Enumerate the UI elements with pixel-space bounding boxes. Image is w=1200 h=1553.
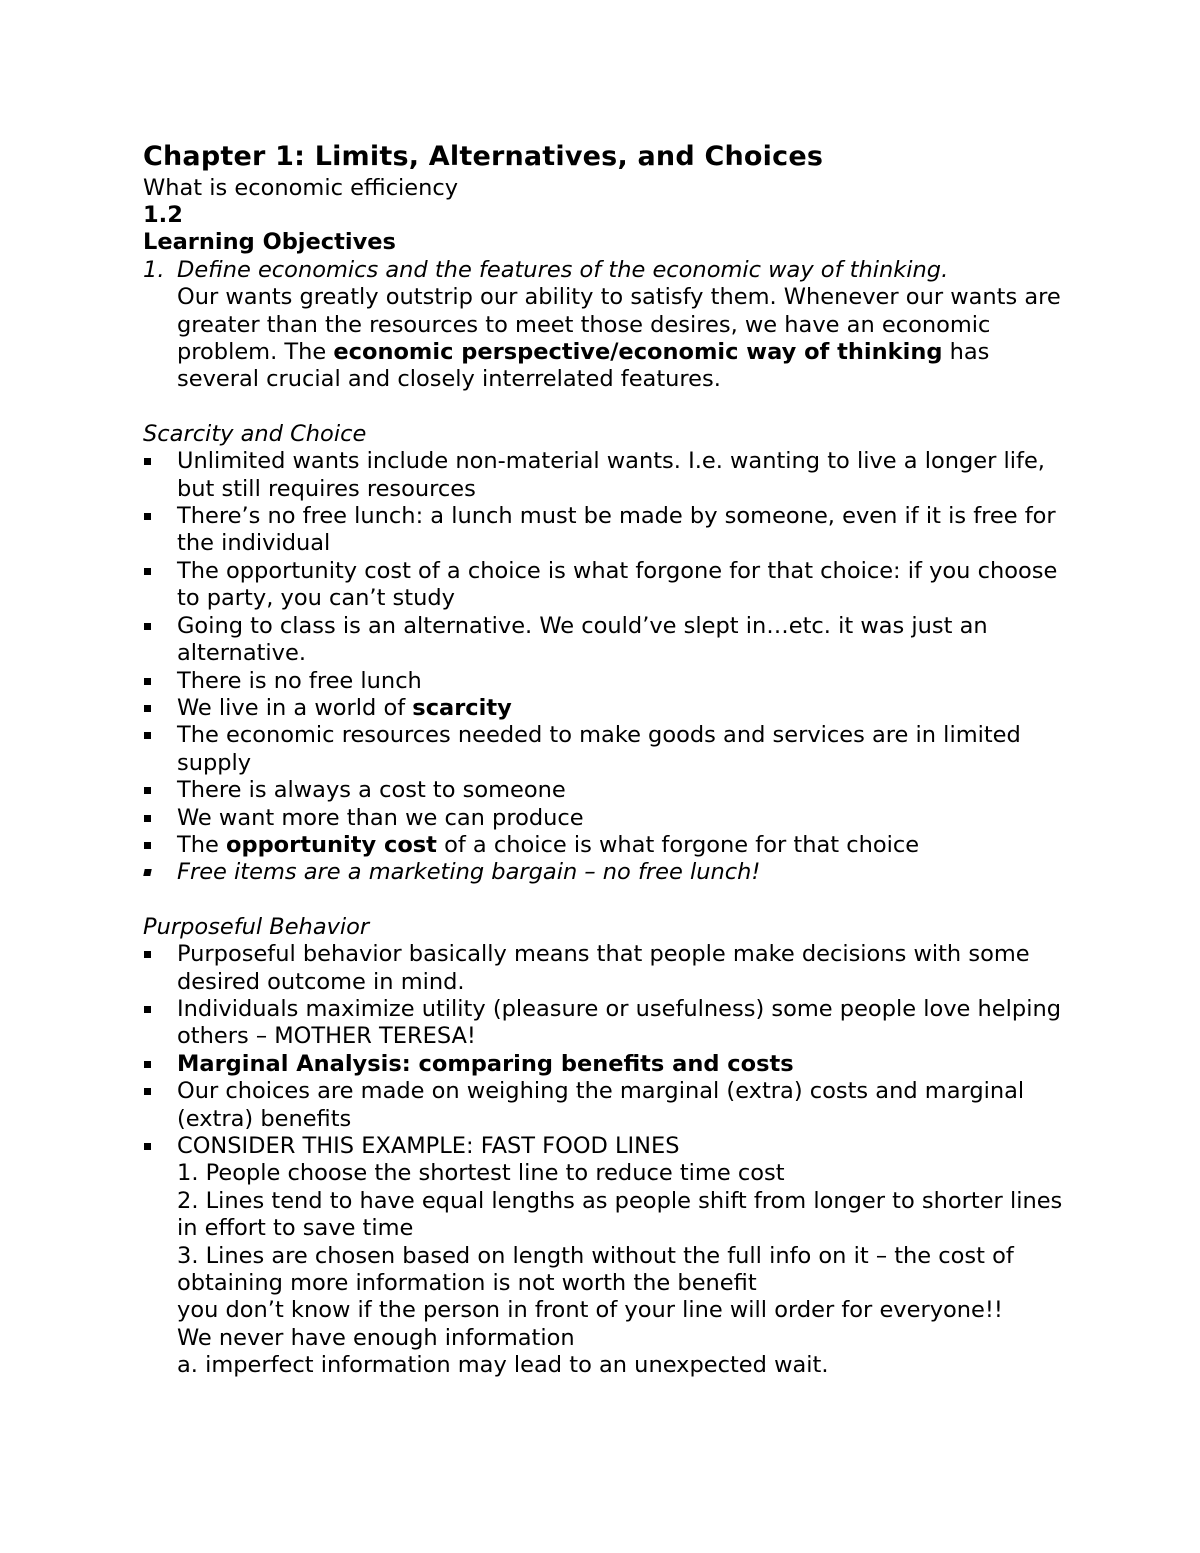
list-item-text: We want more than we can produce (177, 804, 584, 831)
list-item-bold-term: opportunity cost (226, 831, 437, 858)
bullet-icon (144, 678, 151, 685)
list-item (143, 832, 1073, 859)
example-line: 2. Lines tend to have equal lengths as people shift from longer to shorter lines in effort to save time (177, 1187, 1063, 1242)
list-item (143, 941, 1073, 996)
objective-number: 1. (143, 256, 165, 283)
list-item (143, 448, 1073, 503)
list-item-text: There is always a cost to someone (177, 777, 566, 804)
list-item-text: We live in a world of (177, 694, 413, 721)
example-line: a. imperfect information may lead to an unexpected wait. (177, 1352, 829, 1379)
bullet-icon (144, 1088, 151, 1095)
document-body (143, 140, 1073, 1380)
bullet-icon (144, 568, 151, 575)
list-item (143, 722, 1073, 777)
example-line: We never have enough information (177, 1324, 575, 1351)
list-item-text: The economic resources needed to make goods and services are in limited supply (177, 722, 1021, 776)
list-item-text: Marginal Analysis: comparing benefits and costs (177, 1050, 794, 1077)
list-item-text: Free items are a marketing bargain – no free lunch! (177, 859, 761, 886)
list-item (143, 1133, 1073, 1380)
bullet-icon (144, 815, 151, 822)
bullet-icon (144, 732, 151, 739)
example-line: 1. People choose the shortest line to reduce time cost (177, 1160, 785, 1187)
example-line: you don’t know if the person in front of your line will order for everyone!! (177, 1297, 1003, 1324)
bullet-icon (144, 1006, 151, 1013)
list-item (143, 777, 1073, 804)
list-item (143, 668, 1073, 695)
paragraph-text-1: Our wants greatly outstrip our ability to satisfy them. Whenever our wants are greater than the resources to meet those desires, we have an economic problem. The (177, 284, 1061, 366)
bullet-icon (143, 869, 151, 876)
list-item (143, 558, 1073, 613)
list-item-text: There’s no free lunch: a lunch must be made by someone, even if it is free for the individual (177, 503, 1056, 557)
bullet-icon (144, 458, 151, 465)
list-item (143, 805, 1073, 832)
list-item-text: Our choices are made on weighing the marginal (extra) costs and marginal (extra) benefits (177, 1078, 1025, 1132)
objective-item (143, 257, 1073, 284)
list-item (143, 503, 1073, 558)
bullet-icon (144, 787, 151, 794)
list-item-text: Purposeful behavior basically means that people make decisions with some desired outcome in mind. (177, 941, 1030, 995)
list-item-bold-term: scarcity (412, 694, 512, 721)
paragraph-bold-term: economic perspective/economic way of thinking (333, 339, 943, 366)
list-item-text: The (177, 831, 226, 858)
purposeful-heading: Purposeful Behavior (143, 913, 370, 940)
example-line: 3. Lines are chosen based on length without the full info on it – the cost of obtaining more information is not worth the benefit (177, 1242, 1014, 1297)
paragraph-text-2: has several crucial and closely interrelated features. (177, 339, 990, 393)
list-item-text: Individuals maximize utility (pleasure or usefulness) some people love helping others – MOTHER TERESA! (177, 995, 1061, 1050)
list-item (143, 1051, 1073, 1078)
list-item-text: There is no free lunch (177, 667, 422, 694)
section-number: 1.2 (143, 202, 183, 228)
objective-text: Define economics and the features of the economic way of thinking. (177, 256, 949, 283)
bullet-icon (144, 705, 151, 712)
list-item-text: Going to class is an alternative. We could’ve slept in…etc. it was just an alternative. (177, 612, 988, 667)
chapter-title: Chapter 1: Limits, Alternatives, and Choices (143, 141, 824, 172)
list-item (143, 1078, 1073, 1133)
objectives-heading: Learning Objectives (143, 229, 396, 256)
scarcity-heading: Scarcity and Choice (143, 420, 367, 447)
objective-paragraph (143, 284, 1073, 394)
list-item (143, 996, 1073, 1051)
purposeful-list (143, 941, 1073, 1380)
list-item-text: The opportunity cost of a choice is what forgone for that choice: if you choose to party, you can’t study (177, 557, 1058, 612)
chapter-subtitle: What is economic efficiency (143, 175, 459, 201)
list-item-text: CONSIDER THIS EXAMPLE: FAST FOOD LINES (177, 1133, 680, 1159)
list-item-text: of a choice is what forgone for that choice (436, 831, 920, 858)
bullet-icon (144, 842, 151, 849)
list-item (143, 859, 1073, 886)
bullet-icon (144, 951, 151, 958)
bullet-icon (144, 623, 151, 630)
list-item (143, 613, 1073, 668)
list-item (143, 695, 1073, 722)
bullet-icon (144, 1061, 151, 1068)
scarcity-list (143, 448, 1073, 887)
bullet-icon (144, 1143, 151, 1150)
bullet-icon (144, 513, 151, 520)
list-item-text: Unlimited wants include non-material wants. I.e. wanting to live a longer life, but still requires resources (177, 448, 1045, 502)
